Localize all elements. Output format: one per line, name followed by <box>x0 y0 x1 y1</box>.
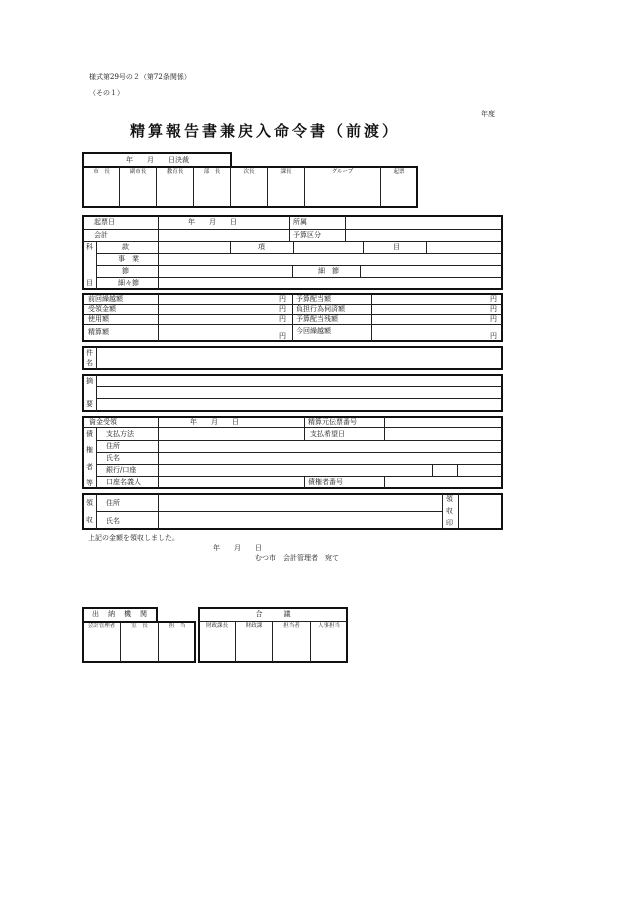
budget-alloc-label: 予算配当額 <box>296 295 331 303</box>
kou-label: 項 <box>258 243 265 251</box>
fiscal-year-label: 年度 <box>481 110 495 118</box>
consult-col-finance-chief: 財政課長 <box>205 623 228 629</box>
consult-col-staff: 担当者 <box>283 623 300 629</box>
yen-unit: 円 <box>490 315 497 323</box>
receipt-char-1: 領 <box>86 499 93 507</box>
form-number: 様式第29号の２（第72条関係） <box>89 73 191 81</box>
received-label: 受領金額 <box>88 305 116 313</box>
decision-date-label: 年 月 日決裁 <box>126 156 189 164</box>
jigyou-label: 事 業 <box>118 255 139 263</box>
fund-receipt-label: 資金受領 <box>89 418 117 426</box>
creditor-char-1: 債 <box>86 430 93 438</box>
saimoku-label: 細 節 <box>318 267 339 275</box>
approval-col-drafter: 起票 <box>393 169 405 175</box>
current-carryover-label: 今回繰越額 <box>296 327 331 335</box>
used-label: 使用額 <box>88 315 109 323</box>
approval-col-group: グループ <box>331 169 354 175</box>
budget-remaining-label: 予算配当残額 <box>296 315 338 323</box>
page-title: 精算報告書兼戻入命令書（前渡） <box>130 122 401 140</box>
creditor-number-label: 債権者番号 <box>308 478 343 486</box>
department-label: 所属 <box>293 218 307 226</box>
consult-col-hr: 人事担当 <box>317 623 340 629</box>
kan-label: 款 <box>122 243 129 251</box>
approval-col-vice-mayor: 副市長 <box>129 169 147 175</box>
consult-col-finance: 財政課 <box>245 623 263 629</box>
approval-col-mayor: 市 長 <box>93 169 110 175</box>
summary-char-1: 摘 <box>86 377 93 385</box>
yen-unit: 円 <box>279 332 286 340</box>
creditor-address-label: 住所 <box>106 442 120 450</box>
budget-class-label: 予算区分 <box>293 231 321 239</box>
approval-col-section-chief: 課長 <box>280 169 292 175</box>
setsu-label: 節 <box>122 267 129 275</box>
seal-char-1: 領 <box>446 495 453 503</box>
approval-col-director: 部 長 <box>203 169 221 175</box>
saisaisetsu-label: 細々節 <box>118 279 139 287</box>
kamoku-char-2: 目 <box>86 279 93 287</box>
yen-unit: 円 <box>279 295 286 303</box>
cashier-col-chief: 室 長 <box>131 623 148 629</box>
accounting-label: 会計 <box>94 231 108 239</box>
creditor-char-2: 権 <box>86 446 93 454</box>
subject-char-2: 名 <box>86 359 93 367</box>
approval-col-education: 教育長 <box>166 169 184 175</box>
moku-label: 目 <box>393 243 400 251</box>
yen-unit: 円 <box>490 295 497 303</box>
burden-commit-label: 負担行為伺済額 <box>296 305 345 313</box>
issue-date-label: 起票日 <box>94 218 115 226</box>
subject-input[interactable] <box>97 347 502 369</box>
receipt-char-2: 収 <box>86 516 93 524</box>
payment-method-label: 支払方法 <box>106 430 134 438</box>
receipt-name-label: 氏名 <box>106 517 120 525</box>
cashier-col-accountant: 会計管理者 <box>87 623 116 629</box>
cashier-col-staff: 担 当 <box>168 623 186 629</box>
creditor-name-label: 氏名 <box>106 454 120 462</box>
cashier-title: 出 納 機 関 <box>92 610 148 618</box>
account-holder-label: 口座名義人 <box>106 478 141 486</box>
sheet-number: （その１） <box>89 89 124 97</box>
addressee: むつ市 会計管理者 宛て <box>255 554 339 562</box>
receipt-address-label: 住所 <box>106 499 120 507</box>
yen-unit: 円 <box>490 305 497 313</box>
issue-date-value[interactable]: 年 月 日 <box>188 218 237 226</box>
footer-date: 年 月 日 <box>213 544 262 552</box>
settled-label: 精算額 <box>88 328 109 336</box>
subject-char-1: 件 <box>86 349 93 357</box>
prev-carryover-label: 前回繰越額 <box>88 295 123 303</box>
source-voucher-label: 精算元伝票番号 <box>308 418 357 426</box>
summary-char-2: 要 <box>86 400 93 408</box>
bank-account-label: 銀行/口座 <box>106 466 137 474</box>
seal-box[interactable] <box>459 494 502 529</box>
creditor-char-3: 者 <box>86 463 93 471</box>
received-note: 上記の金額を領収しました。 <box>88 534 179 542</box>
pay-due-label: 支払希望日 <box>310 430 345 438</box>
creditor-char-4: 等 <box>86 479 93 487</box>
fund-receipt-date[interactable]: 年 月 日 <box>190 418 239 426</box>
yen-unit: 円 <box>490 332 497 340</box>
yen-unit: 円 <box>279 315 286 323</box>
seal-char-3: 印 <box>446 519 453 527</box>
kamoku-char-1: 科 <box>86 243 93 251</box>
seal-char-2: 収 <box>446 507 453 515</box>
approval-col-deputy: 次長 <box>243 169 255 175</box>
yen-unit: 円 <box>279 305 286 313</box>
summary-input[interactable] <box>97 375 502 411</box>
consultation-title: 合 議 <box>255 610 291 618</box>
